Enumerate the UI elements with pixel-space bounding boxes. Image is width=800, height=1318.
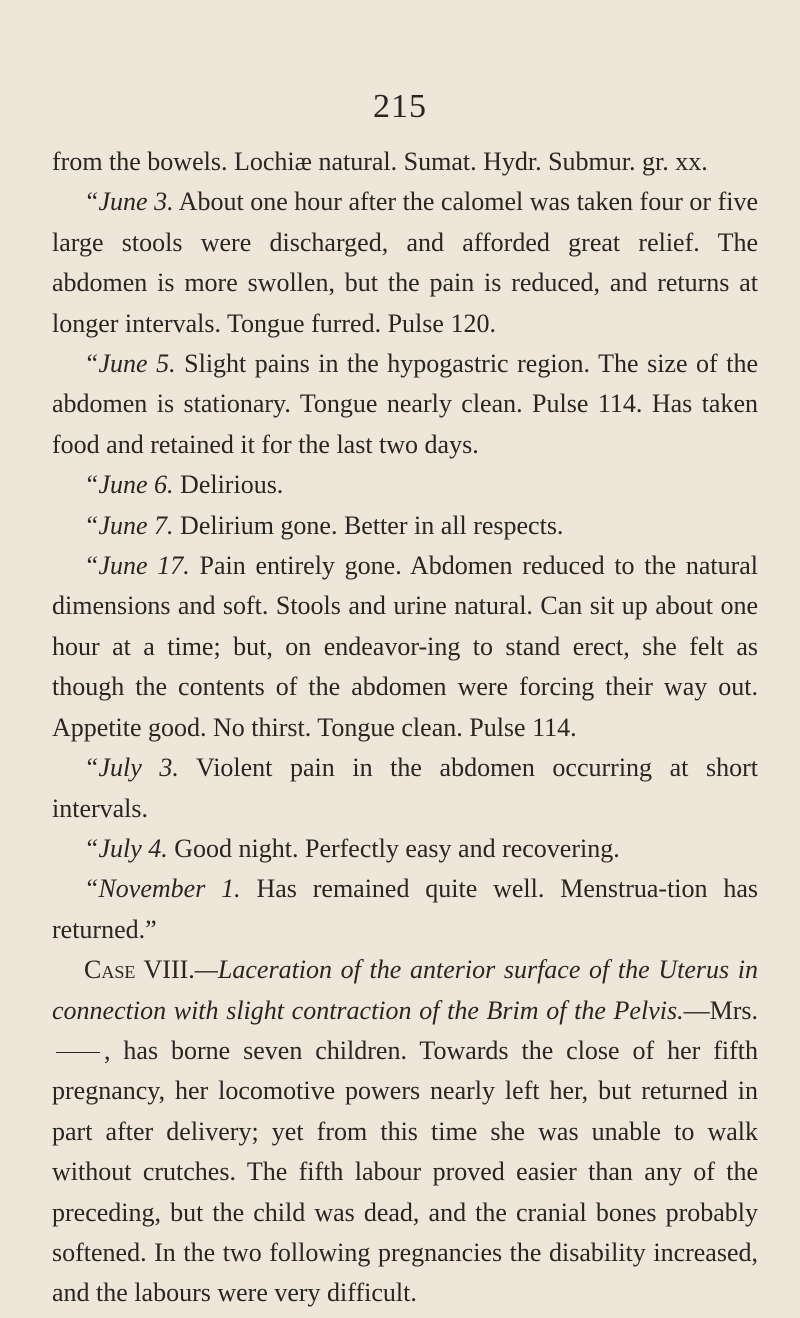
paragraph-p2 bbox=[52, 344, 758, 465]
italic-text: “June 3. bbox=[84, 187, 174, 217]
page-number: 215 bbox=[373, 88, 427, 125]
name-dash bbox=[56, 1052, 100, 1053]
paragraph-p6 bbox=[52, 748, 758, 829]
paragraph-p9 bbox=[52, 950, 758, 1314]
text-run: Good night. Perfectly easy and recovering. bbox=[167, 833, 620, 863]
text-run: Has remained quite well. Menstrua-tion has returned.” bbox=[52, 874, 758, 944]
paragraph-p7 bbox=[52, 829, 758, 869]
italic-text: “July 3. bbox=[84, 753, 179, 783]
italic-text: —Laceration of the anterior surface of the Uterus in connection with slight contraction of the Brim of the Pelvis. bbox=[52, 955, 758, 1025]
paragraph-p5 bbox=[52, 546, 758, 748]
italic-text: “June 6. bbox=[84, 470, 174, 500]
case-heading: Case VIII. bbox=[84, 955, 195, 985]
italic-text: “June 5. bbox=[84, 349, 176, 379]
text-run: Delirious. bbox=[173, 470, 284, 500]
paragraph-p0 bbox=[52, 142, 758, 182]
italic-text: “November 1. bbox=[84, 874, 241, 904]
page-body bbox=[52, 142, 758, 1314]
paragraph-p4 bbox=[52, 506, 758, 546]
text-run: Pain entirely gone. Abdomen reduced to the natural dimensions and soft. Stools and urine natural. Can sit up about one hour at a time; but, on endeavor-ing to stand erect, she felt as though the contents of the abdomen were forcing their way out. Appetite good. No thirst. Tongue clean. Pulse 114. bbox=[52, 551, 758, 742]
paragraph-p3 bbox=[52, 465, 758, 505]
italic-text: “June 17. bbox=[84, 551, 190, 581]
italic-text: “July 4. bbox=[84, 833, 168, 863]
text-run: —Mrs. bbox=[683, 995, 758, 1025]
text-run: Delirium gone. Better in all respects. bbox=[173, 510, 564, 540]
paragraph-p8 bbox=[52, 869, 758, 950]
text-run: Slight pains in the hypogastric region. The size of the abdomen is stationary. Tongue nearly clean. Pulse 114. Has taken food and retained it for the last two days. bbox=[52, 349, 758, 459]
text-run: , has borne seven children. Towards the close of her fifth pregnancy, her locomotive powers nearly left her, but returned in part after delivery; yet from this time she was unable to walk without crutches. The fifth labour proved easier than any of the preceding, but the child was dead, and the cranial bones probably softened. In the two following pregnancies the disability increased, and the labours were very difficult. bbox=[52, 1035, 758, 1308]
paragraph-p1 bbox=[52, 182, 758, 344]
text-run: About one hour after the calomel was taken four or five large stools were discharged, and afforded great relief. The abdomen is more swollen, but the pain is reduced, and returns at longer intervals. Tongue furred. Pulse 120. bbox=[52, 187, 758, 338]
italic-text: “June 7. bbox=[84, 510, 174, 540]
text-run: Violent pain in the abdomen occurring at short intervals. bbox=[52, 753, 758, 823]
text-run: from the bowels. Lochiæ natural. Sumat. Hydr. Submur. gr. xx. bbox=[52, 147, 708, 176]
